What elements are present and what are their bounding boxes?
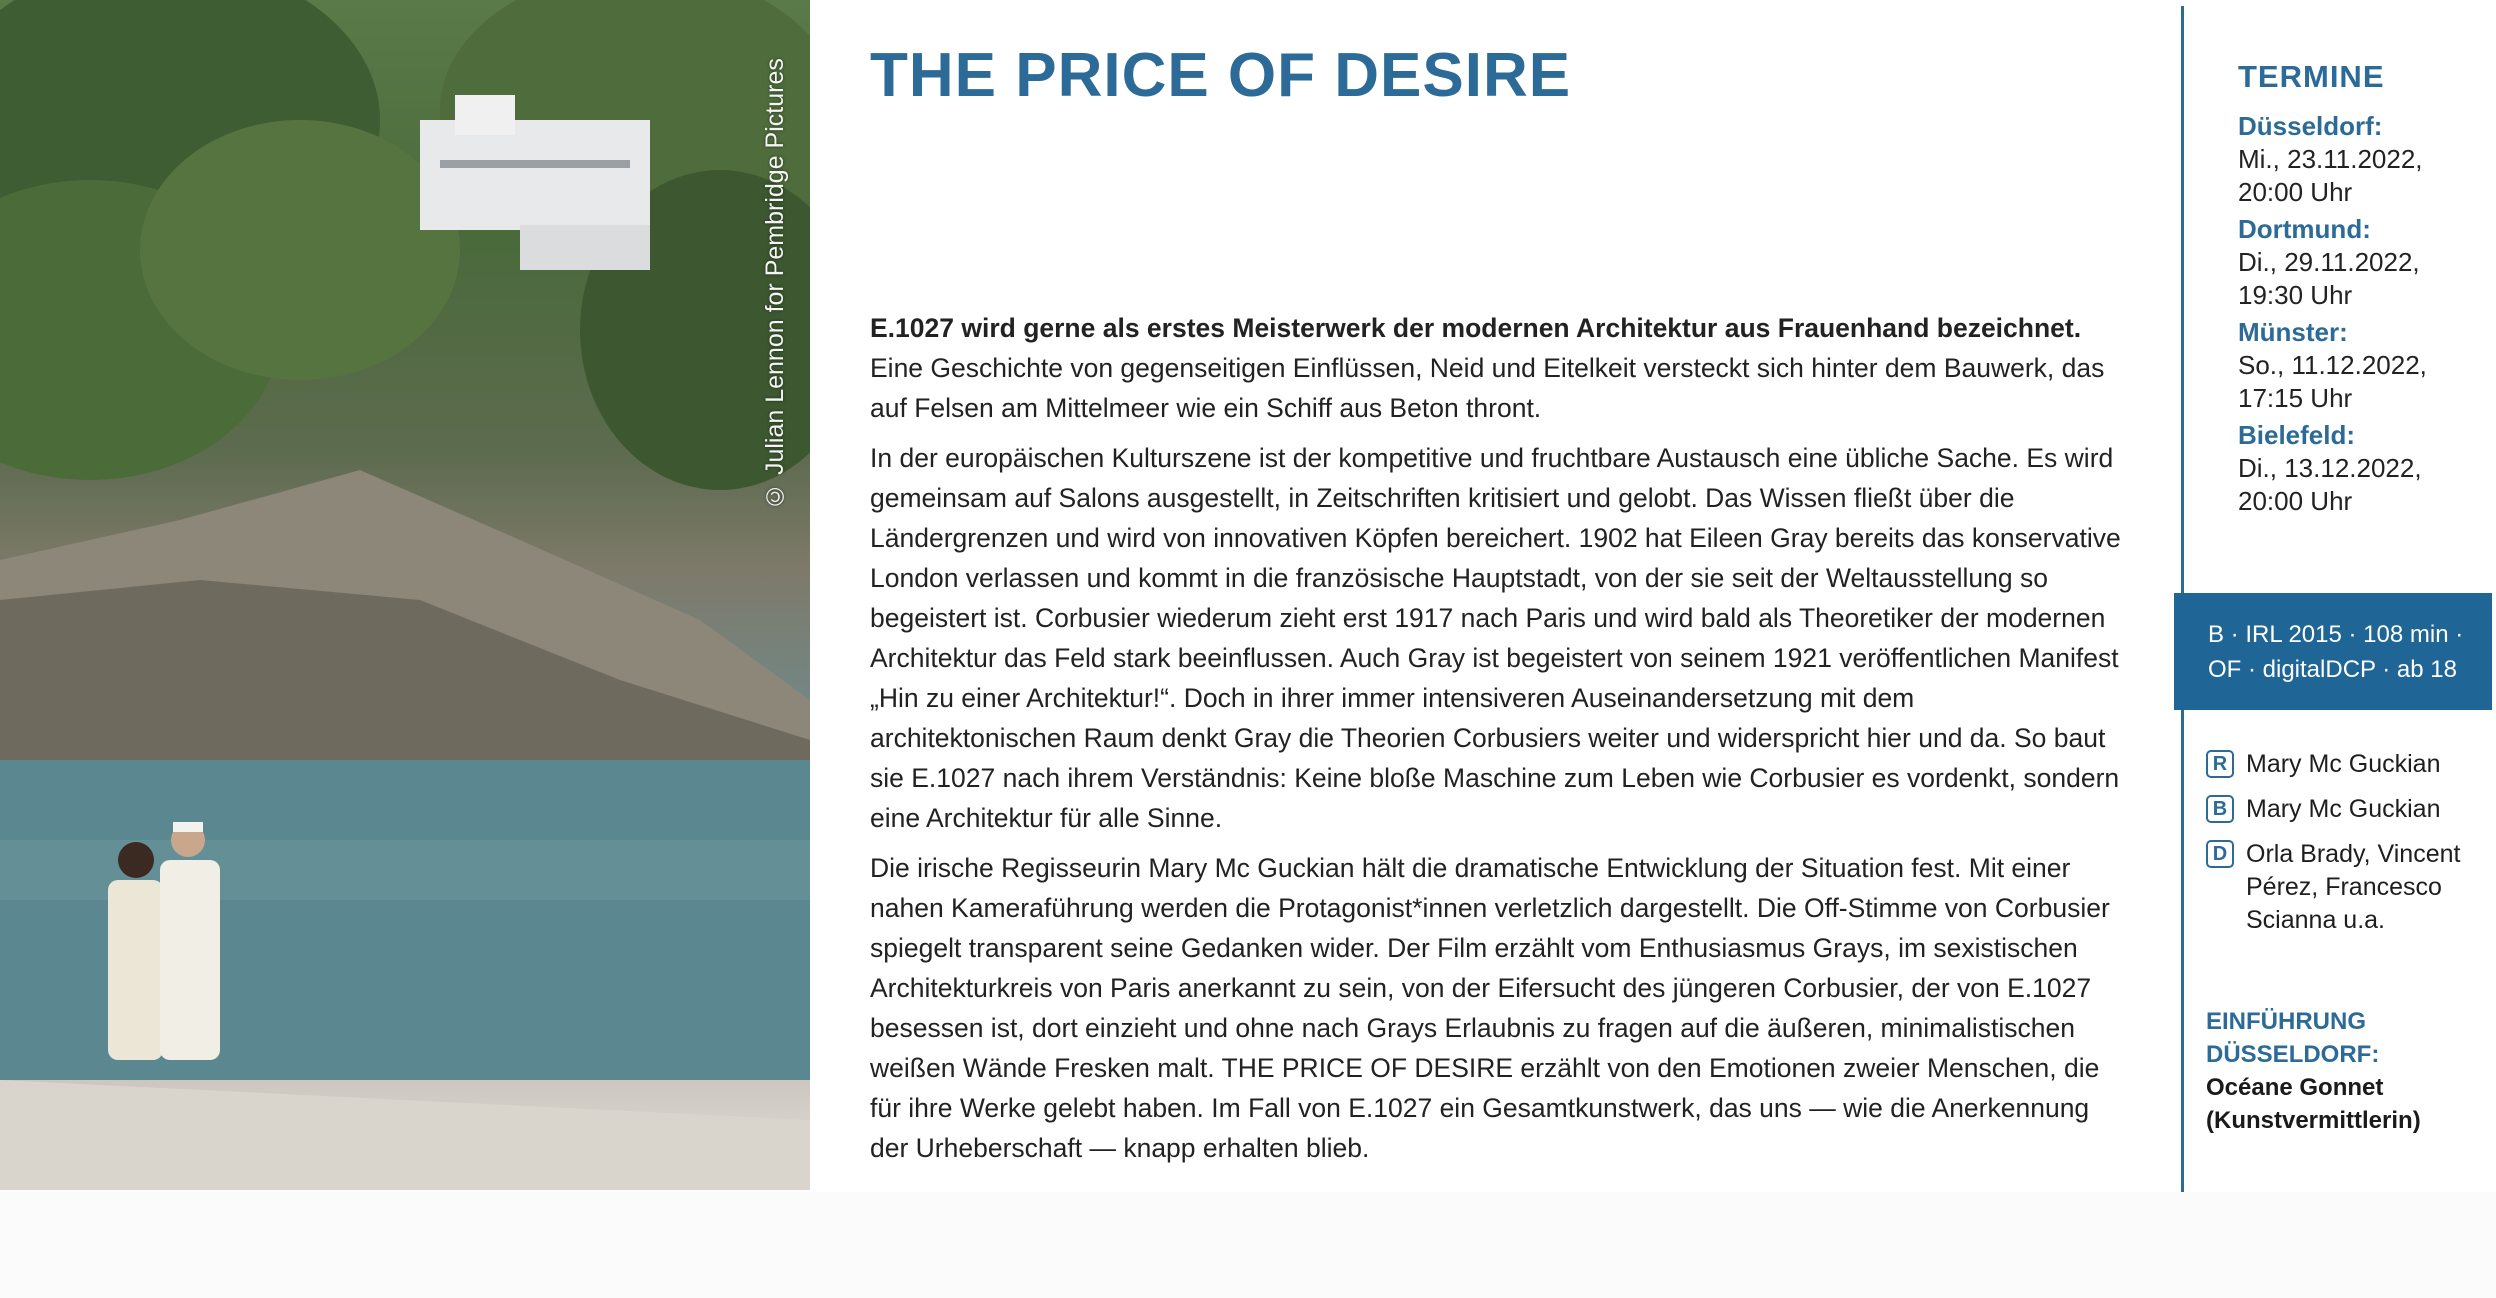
lead-paragraph	[870, 308, 2125, 428]
termin-city: Dortmund:	[2238, 214, 2371, 244]
introduction-heading: EINFÜHRUNG DÜSSELDORF:	[2206, 1008, 2380, 1068]
lead-text: Eine Geschichte von gegenseitigen Einflüssen, Neid und Eitelkeit versteckt sich hinter dem Bauwerk, das auf Felsen am Mittelmeer wie ein Schiff aus Beton thront.	[870, 353, 2105, 423]
termine-list	[2238, 110, 2488, 522]
credit-text: Orla Brady, Vincent Pérez, Francesco Scianna u.a.	[2246, 840, 2461, 934]
paragraph-3: Die irische Regisseurin Mary Mc Guckian hält die dramatische Entwicklung der Situation fest. Mit einer nahen Kameraführung werden die Protagonist*innen verletzlich dargestellt. Die Off-Stimme von Corbusier spiegelt transparent seine Gedanken wider. Der Film erzählt vom Enthusiasmus Grays, im sexistischen Architekturkreis von Paris anerkannt zu sein, von der Eifersucht des jüngeren Corbusier, der von E.1027 besessen ist, dort einzieht und ohne nach Grays Erlaubnis zu fragen auf die äußeren, minimalistischen weißen Wände Fresken malt. THE PRICE OF DESIRE erzählt von den Emotionen zweier Menschen, die für ihre Werke gelebt haben. Im Fall von E.1027 ein Gesamtkunstwerk, das uns — wie die Anerkennung der Urheberschaft — knapp erhalten blieb.	[870, 853, 2110, 1163]
termin-time: 20:00 Uhr	[2238, 177, 2353, 207]
termin-date: Di., 13.12.2022,	[2238, 453, 2422, 483]
termin-item	[2238, 213, 2488, 312]
director-badge-icon: R	[2206, 750, 2234, 778]
film-info-line-2: OF · digitalDCP · ab 18	[2208, 656, 2457, 683]
termine-heading: TERMINE	[2238, 59, 2385, 94]
termin-city: Bielefeld:	[2238, 420, 2356, 450]
termin-city: Münster:	[2238, 317, 2348, 347]
cast-badge-icon: D	[2206, 840, 2234, 868]
photo-credit: © Julian Lennon for Pembridge Pictures	[761, 58, 789, 510]
photo-scene	[0, 0, 810, 1190]
termin-city: Düsseldorf:	[2238, 111, 2383, 141]
article-body	[870, 308, 2125, 1178]
film-still-photo	[0, 0, 810, 1190]
termin-item	[2238, 316, 2488, 415]
page-margin	[0, 1192, 2496, 1298]
credit-row-screenplay	[2206, 793, 2496, 826]
termin-date: Mi., 23.11.2022,	[2238, 144, 2423, 174]
film-info-box	[2174, 593, 2492, 710]
credit-row-cast	[2206, 838, 2496, 937]
credit-text: Mary Mc Guckian	[2246, 750, 2441, 778]
film-title: THE PRICE OF DESIRE	[870, 41, 1572, 110]
termin-date: Di., 29.11.2022,	[2238, 247, 2420, 277]
termin-time: 20:00 Uhr	[2238, 486, 2353, 516]
termin-time: 17:15 Uhr	[2238, 383, 2353, 413]
termin-date: So., 11.12.2022,	[2238, 350, 2427, 380]
termin-item	[2238, 110, 2488, 209]
introduction-block	[2206, 1005, 2486, 1137]
film-info-line-1: B · IRL 2015 · 108 min ·	[2208, 621, 2464, 648]
screenplay-badge-icon: B	[2206, 795, 2234, 823]
credit-text: Mary Mc Guckian	[2246, 795, 2441, 823]
lead-bold-text: E.1027 wird gerne als erstes Meisterwerk der modernen Architektur aus Frauenhand bezeichnet.	[870, 313, 2082, 343]
film-credits	[2206, 748, 2496, 949]
termin-item	[2238, 419, 2488, 518]
credit-row-director	[2206, 748, 2496, 781]
paragraph-2: In der europäischen Kulturszene ist der kompetitive und fruchtbare Austausch eine übliche Sache. Es wird gemeinsam auf Salons ausgestellt, in Zeitschriften kritisiert und gelobt. Das Wissen fließt über die Ländergrenzen und wird von innovativen Köpfen bereichert. 1902 hat Eileen Gray bereits das konservative London verlassen und kommt in die französische Hauptstadt, von der sie seit der Weltausstellung so begeistert ist. Corbusier wiederum zieht erst 1917 nach Paris und wird bald als Theoretiker der modernen Architektur das Feld stark beeinflussen. Auch Gray ist begeistert von seinem 1921 veröffentlichen Manifest „Hin zu einer Architektur!“. Doch in ihrer immer intensiveren Auseinandersetzung mit dem architektonischen Raum denkt Gray die Theorien Corbusiers weiter und widerspricht hier und da. So baut sie E.1027 nach ihrem Verständnis: Keine bloße Maschine zum Leben wie Corbusier es vordenkt, sondern eine Architektur für alle Sinne.	[870, 443, 2121, 833]
introduction-speaker: Océane Gonnet (Kunstvermittlerin)	[2206, 1074, 2421, 1134]
termin-time: 19:30 Uhr	[2238, 280, 2353, 310]
